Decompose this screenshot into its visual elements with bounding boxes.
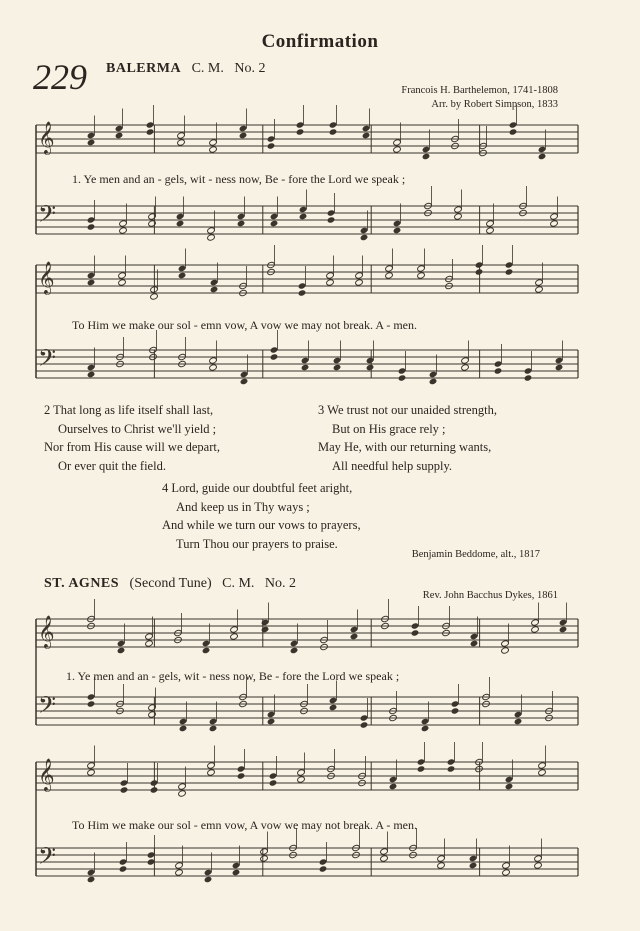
note-head <box>87 371 96 378</box>
clef-icon: 𝄞 <box>38 615 55 648</box>
note-head <box>148 220 157 227</box>
note-head <box>261 626 270 633</box>
note-head <box>350 633 359 640</box>
note-head <box>385 272 394 279</box>
note-head <box>119 865 128 872</box>
note-head <box>207 227 216 234</box>
note-head <box>437 862 446 869</box>
note-head <box>204 869 213 876</box>
stanza-4-line: And keep us in Thy ways ; <box>176 499 310 514</box>
note-head <box>299 206 308 213</box>
note-head <box>327 216 336 223</box>
note-head <box>447 765 456 772</box>
note-head <box>178 272 187 279</box>
note-head <box>509 128 518 135</box>
note-head <box>470 640 479 647</box>
note-head <box>538 762 547 769</box>
note-head <box>230 633 239 640</box>
note-head <box>366 357 375 364</box>
note-head <box>117 640 126 647</box>
note-head <box>494 367 503 374</box>
note-head <box>555 357 564 364</box>
note-head <box>207 762 216 769</box>
note-head <box>538 769 547 776</box>
note-head <box>178 790 187 797</box>
note-head <box>209 725 218 732</box>
note-head <box>385 265 394 272</box>
note-head <box>550 213 559 220</box>
note-head <box>360 721 369 728</box>
tune2-no: No. 2 <box>264 576 297 591</box>
note-head <box>204 876 213 883</box>
note-head <box>148 711 157 718</box>
note-head <box>119 227 128 234</box>
note-head <box>447 758 456 765</box>
note-head <box>411 622 420 629</box>
note-head <box>209 146 218 153</box>
note-head <box>502 862 511 869</box>
note-head <box>87 139 96 146</box>
note-head <box>327 209 336 216</box>
note-head <box>87 869 96 876</box>
note-head <box>209 357 218 364</box>
note-head <box>350 626 359 633</box>
note-head <box>531 619 540 626</box>
stanza-3-line: But on His grace rely ; <box>332 421 446 436</box>
note-head <box>210 279 219 286</box>
note-head <box>501 640 510 647</box>
note-head <box>417 758 426 765</box>
note-head <box>260 848 269 855</box>
note-head <box>87 279 96 286</box>
note-head <box>538 153 547 160</box>
note-head <box>239 125 248 132</box>
tune2-composer: Rev. John Bacchus Dykes, 1861 <box>422 590 558 601</box>
tune2-lyric-line2: To Him we make our sol - emn vow, A vow we may not break. A - men. <box>72 818 417 832</box>
note-head <box>329 704 338 711</box>
note-head <box>461 357 470 364</box>
note-head <box>146 121 155 128</box>
note-head <box>117 647 126 654</box>
note-head <box>475 261 484 268</box>
note-head <box>240 371 249 378</box>
note-head <box>550 220 559 227</box>
note-head <box>422 153 431 160</box>
note-head <box>389 776 398 783</box>
clef-icon: 𝄞 <box>38 758 55 791</box>
note-head <box>267 142 276 149</box>
note-head <box>514 718 523 725</box>
stanza-2-line: Nor from His cause will we depart, <box>44 440 220 454</box>
note-head <box>535 279 544 286</box>
note-head <box>237 765 246 772</box>
note-head <box>366 364 375 371</box>
note-head <box>237 213 246 220</box>
note-head <box>524 367 533 374</box>
clef-icon: 𝄢 <box>38 691 57 724</box>
tune1-arranger: Arr. by Robert Simpson, 1833 <box>431 99 558 110</box>
note-head <box>475 268 484 275</box>
tune1-lyric-line2: To Him we make our sol - emn vow, A vow we may not break. A - men. <box>72 318 417 332</box>
stanza-4-line: 4 Lord, guide our doubtful feet aright, <box>162 481 353 495</box>
note-head <box>146 128 155 135</box>
note-head <box>87 132 96 139</box>
note-head <box>360 227 369 234</box>
tune2-subtitle: (Second Tune) <box>129 576 212 591</box>
note-head <box>202 647 211 654</box>
note-head <box>209 139 218 146</box>
note-head <box>417 272 426 279</box>
note-head <box>509 121 518 128</box>
note-head <box>326 272 335 279</box>
note-head <box>267 718 276 725</box>
note-head <box>505 261 514 268</box>
note-head <box>230 626 239 633</box>
note-head <box>451 700 460 707</box>
note-head <box>393 146 402 153</box>
note-head <box>119 858 128 865</box>
note-head <box>469 855 478 862</box>
note-head <box>115 132 124 139</box>
note-head <box>535 286 544 293</box>
note-head <box>239 132 248 139</box>
tune1-meter: C. M. <box>191 61 224 76</box>
note-head <box>298 282 307 289</box>
note-head <box>87 272 96 279</box>
note-head <box>115 125 124 132</box>
note-head <box>179 718 188 725</box>
note-head <box>398 367 407 374</box>
note-head <box>232 862 241 869</box>
note-head <box>150 786 159 793</box>
note-head <box>87 693 96 700</box>
note-head <box>296 121 305 128</box>
hymn-number: 229 <box>33 57 87 97</box>
note-head <box>417 765 426 772</box>
note-head <box>362 132 371 139</box>
note-head <box>87 762 96 769</box>
note-head <box>87 216 96 223</box>
note-head <box>505 776 514 783</box>
note-head <box>145 640 154 647</box>
note-head <box>178 265 187 272</box>
note-head <box>329 128 338 135</box>
note-head <box>362 125 371 132</box>
note-head <box>486 227 495 234</box>
tune2-name: ST. AGNES <box>44 576 120 591</box>
clef-icon: 𝄞 <box>38 261 55 294</box>
note-head <box>326 279 335 286</box>
tune2-heading <box>44 576 296 592</box>
note-head <box>360 234 369 241</box>
note-head <box>237 772 246 779</box>
note-head <box>270 213 279 220</box>
note-head <box>329 121 338 128</box>
note-head <box>501 647 510 654</box>
note-head <box>297 776 306 783</box>
note-head <box>175 869 184 876</box>
note-head <box>176 213 185 220</box>
note-head <box>150 293 159 300</box>
note-head <box>393 139 402 146</box>
note-head <box>209 718 218 725</box>
stanza-3-line: All needful help supply. <box>332 458 453 473</box>
note-head <box>451 707 460 714</box>
note-head <box>505 268 514 275</box>
note-head <box>177 139 186 146</box>
note-head <box>470 633 479 640</box>
note-head <box>429 378 438 385</box>
note-head <box>207 769 216 776</box>
note-head <box>270 220 279 227</box>
note-head <box>393 220 402 227</box>
note-head <box>267 135 276 142</box>
note-head <box>297 769 306 776</box>
note-head <box>87 223 96 230</box>
note-head <box>148 704 157 711</box>
note-head <box>398 374 407 381</box>
note-head <box>333 357 342 364</box>
tune1-composer: Francois H. Barthelemon, 1741-1808 <box>401 85 558 96</box>
note-head <box>301 357 310 364</box>
note-head <box>270 353 279 360</box>
stanza-3-line: 3 We trust not our unaided strength, <box>318 403 497 417</box>
note-head <box>380 848 389 855</box>
note-head <box>319 865 328 872</box>
note-head <box>298 289 307 296</box>
note-head <box>454 206 463 213</box>
note-head <box>176 220 185 227</box>
note-head <box>329 697 338 704</box>
note-head <box>502 869 511 876</box>
note-head <box>118 272 127 279</box>
note-head <box>454 213 463 220</box>
note-head <box>150 779 159 786</box>
note-head <box>380 855 389 862</box>
stanza-2 <box>44 401 220 475</box>
hymn-author: Benjamin Beddome, alt., 1817 <box>411 549 540 560</box>
note-head <box>421 718 430 725</box>
note-head <box>524 374 533 381</box>
note-head <box>87 769 96 776</box>
note-head <box>333 364 342 371</box>
note-head <box>175 862 184 869</box>
page-header: Confirmation <box>261 31 379 52</box>
note-head <box>461 364 470 371</box>
note-head <box>411 629 420 636</box>
note-head <box>355 272 364 279</box>
note-head <box>417 265 426 272</box>
stanza-3 <box>318 401 497 475</box>
note-head <box>178 783 187 790</box>
stanza-2-line: 2 That long as life itself shall last, <box>44 403 214 417</box>
note-head <box>555 364 564 371</box>
note-head <box>267 711 276 718</box>
stanza-4-line: And while we turn our vows to prayers, <box>162 518 361 532</box>
note-head <box>118 279 127 286</box>
stanza-4-line: Turn Thou our prayers to praise. <box>176 536 338 551</box>
note-head <box>261 619 270 626</box>
tune1-lyric-line1: 1. Ye men and an - gels, wit - ness now, Be - fore the Lord we speak ; <box>72 172 406 186</box>
tune2-lyric-line1: 1. Ye men and an - gels, wit - ness now, Be - fore the Lord we speak ; <box>66 669 400 683</box>
tune2-meter: C. M. <box>222 576 255 591</box>
stanza-3-line: May He, with our returning wants, <box>318 440 492 454</box>
note-head <box>240 378 249 385</box>
tune1-no: No. 2 <box>234 61 266 76</box>
stanza-2-line: Or ever quit the field. <box>58 458 166 473</box>
note-head <box>269 772 278 779</box>
note-head <box>422 146 431 153</box>
clef-icon: 𝄢 <box>38 842 57 875</box>
note-head <box>319 858 328 865</box>
note-head <box>269 779 278 786</box>
clef-icon: 𝄞 <box>38 121 55 154</box>
note-head <box>559 626 568 633</box>
note-head <box>514 711 523 718</box>
note-head <box>260 855 269 862</box>
note-head <box>531 626 540 633</box>
note-head <box>120 779 129 786</box>
tune1-name: BALERMA <box>106 61 182 76</box>
note-head <box>559 619 568 626</box>
note-head <box>179 725 188 732</box>
note-head <box>148 213 157 220</box>
note-head <box>534 855 543 862</box>
note-head <box>202 640 211 647</box>
note-head <box>389 783 398 790</box>
note-head <box>299 213 308 220</box>
stanza-2-line: Ourselves to Christ we'll yield ; <box>58 421 217 436</box>
note-head <box>210 286 219 293</box>
note-head <box>538 146 547 153</box>
note-head <box>87 876 96 883</box>
note-head <box>145 633 154 640</box>
note-head <box>469 862 478 869</box>
note-head <box>505 783 514 790</box>
clef-icon: 𝄢 <box>38 344 57 377</box>
note-head <box>494 360 503 367</box>
note-head <box>290 640 299 647</box>
note-head <box>119 220 128 227</box>
note-head <box>290 647 299 654</box>
note-head <box>209 364 218 371</box>
note-head <box>296 128 305 135</box>
note-head <box>232 869 241 876</box>
stanza-4 <box>162 479 361 553</box>
note-head <box>87 700 96 707</box>
note-head <box>177 132 186 139</box>
note-head <box>270 346 279 353</box>
note-head <box>360 714 369 721</box>
note-head <box>120 786 129 793</box>
note-head <box>393 227 402 234</box>
note-head <box>87 364 96 371</box>
note-head <box>301 364 310 371</box>
note-head <box>237 220 246 227</box>
note-head <box>486 220 495 227</box>
note-head <box>421 725 430 732</box>
note-head <box>534 862 543 869</box>
note-head <box>355 279 364 286</box>
note-head <box>437 855 446 862</box>
clef-icon: 𝄢 <box>38 200 57 233</box>
note-head <box>207 234 216 241</box>
note-head <box>429 371 438 378</box>
